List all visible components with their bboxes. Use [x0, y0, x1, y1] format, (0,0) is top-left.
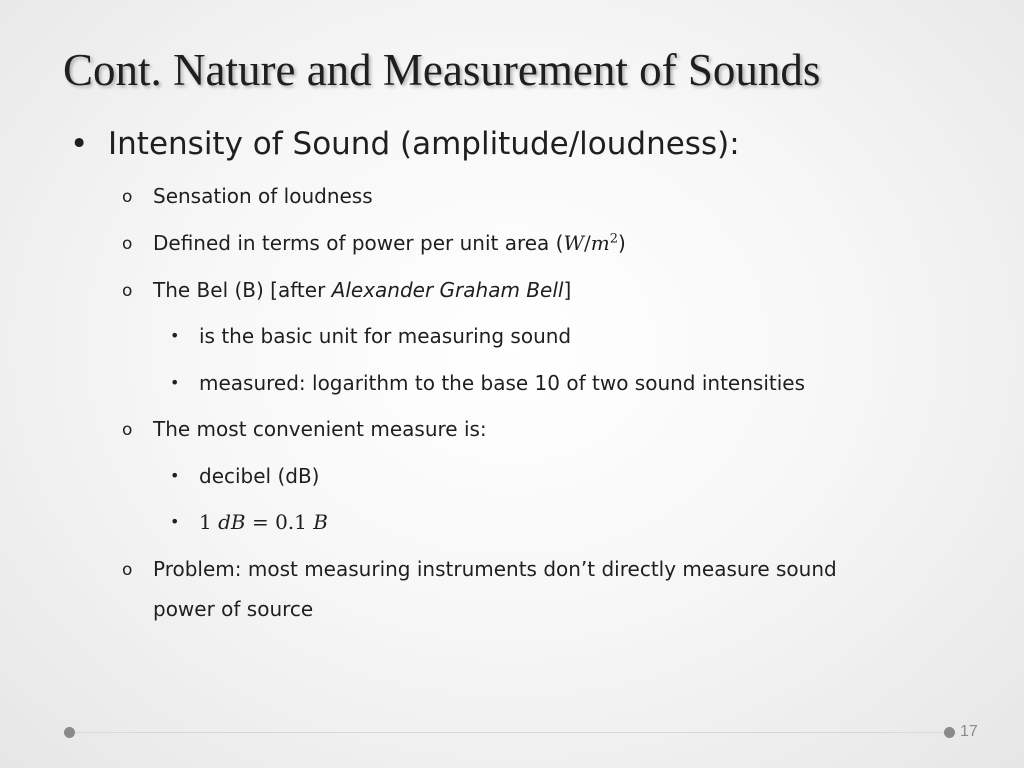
text-segment: ): [618, 231, 626, 255]
math-meter: m: [590, 231, 610, 255]
sub-bullet-bel: [153, 275, 571, 305]
sub-bullet-marker: o: [122, 187, 133, 207]
math-watt: W: [563, 231, 585, 255]
text-segment: The Bel (B) [after: [153, 278, 332, 302]
math-db: dB: [218, 510, 246, 534]
text-segment: ]: [563, 278, 572, 302]
footer-left-dot: [64, 727, 75, 738]
footer-divider: [70, 732, 950, 733]
sub-sub-bullet-basic-unit: is the basic unit for measuring sound: [199, 324, 572, 348]
sub-bullet-problem-line-2: power of source: [153, 597, 314, 621]
bullet-marker: •: [70, 126, 89, 162]
sub-bullet-marker: o: [122, 281, 133, 301]
page-number: 17: [960, 723, 978, 740]
sub-bullet-marker: o: [122, 234, 133, 254]
sub-sub-bullet-marker: •: [170, 373, 180, 392]
text-segment: Defined in terms of power per unit area (: [153, 231, 564, 255]
math-bel: B: [313, 510, 328, 534]
sub-bullet-sensation: Sensation of loudness: [153, 184, 373, 208]
math-equals: =: [251, 510, 269, 534]
math-point-one: 0.1: [275, 510, 307, 534]
sub-sub-bullet-equation: [199, 507, 328, 537]
slide-title: Cont. Nature and Measurement of Sounds: [63, 45, 821, 95]
sub-bullet-convenient-measure: The most convenient measure is:: [153, 417, 487, 441]
sub-bullet-marker: o: [122, 560, 133, 580]
math-exponent: 2: [609, 231, 619, 247]
bullet-intensity-of-sound: Intensity of Sound (amplitude/loudness):: [108, 126, 740, 162]
sub-sub-bullet-decibel: decibel (dB): [199, 464, 320, 488]
text-italic-name: Alexander Graham Bell: [331, 278, 564, 302]
sub-sub-bullet-measured: measured: logarithm to the base 10 of two sound intensities: [199, 371, 805, 395]
math-one: 1: [199, 510, 212, 534]
sub-bullet-marker: o: [122, 420, 133, 440]
sub-bullet-defined: [153, 228, 626, 258]
footer-right-dot: [944, 727, 955, 738]
math-slash: /: [584, 231, 591, 255]
sub-sub-bullet-marker: •: [170, 466, 180, 485]
sub-sub-bullet-marker: •: [170, 326, 180, 345]
sub-bullet-problem-line-1: Problem: most measuring instruments don’t directly measure sound: [153, 557, 837, 581]
sub-sub-bullet-marker: •: [170, 512, 180, 531]
